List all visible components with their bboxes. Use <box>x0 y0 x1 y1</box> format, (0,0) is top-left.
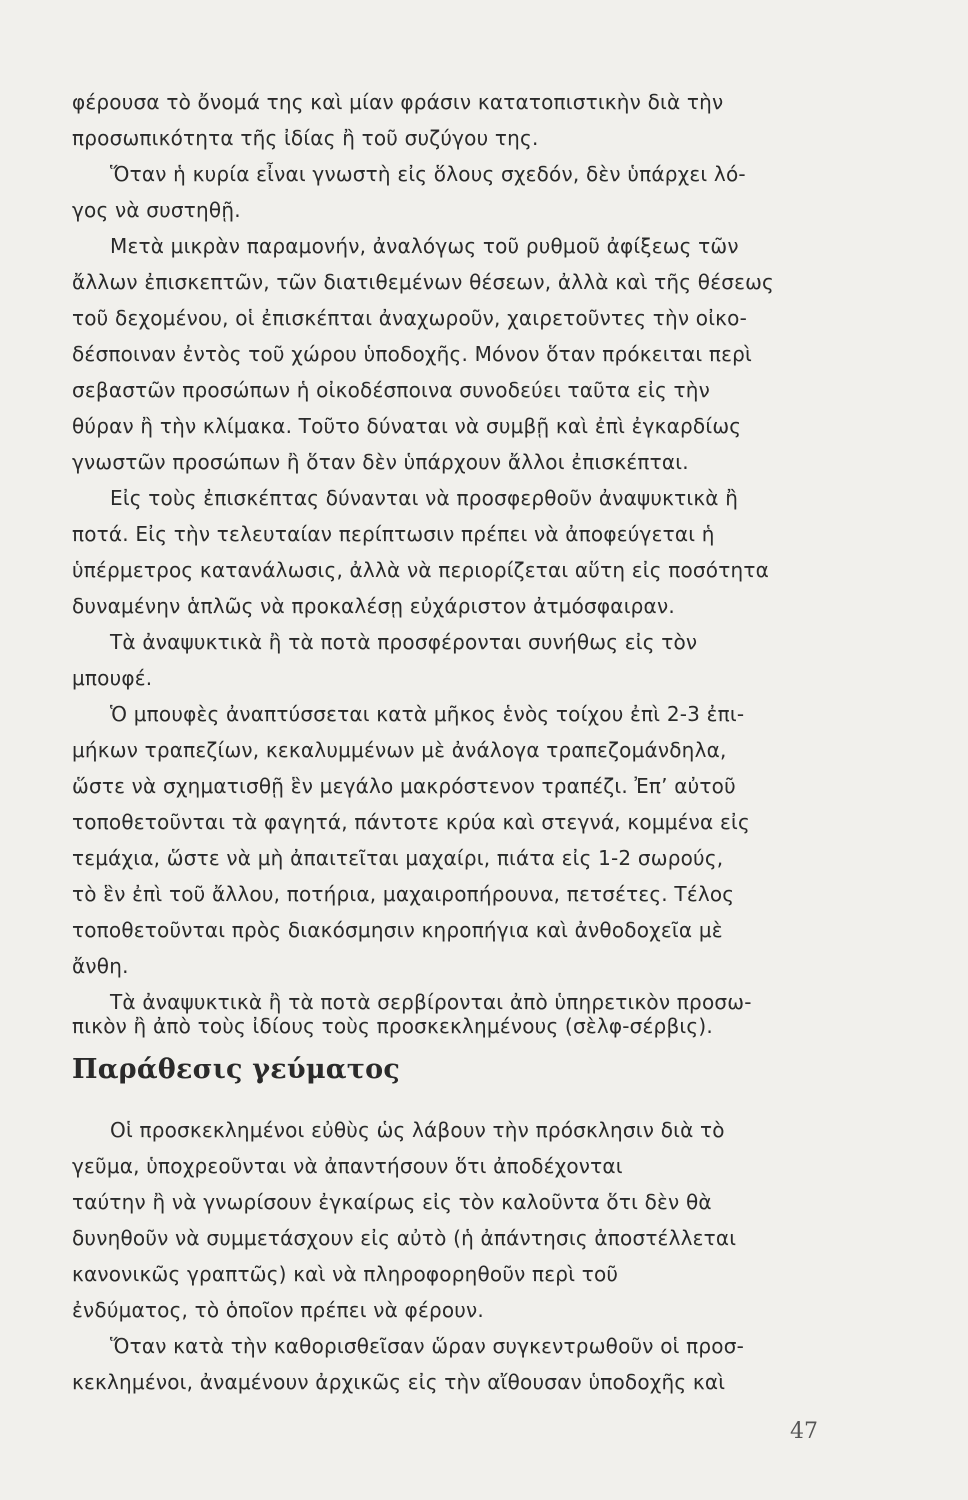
text-line: θύραν ἢ τὴν κλίμακα. Τοῦτο δύναται νὰ συμβῇ καὶ ἐπὶ ἐγκαρδίως <box>72 414 742 438</box>
text-line: ἄνθη. <box>72 954 129 978</box>
text-line: Τὰ ἀναψυκτικὰ ἢ τὰ ποτὰ σερβίρονται ἀπὸ ὑπηρετικὸν προσω- <box>110 990 752 1014</box>
text-line: Ὁ μπουφὲς ἀναπτύσσεται κατὰ μῆκος ἑνὸς τοίχου ἐπὶ 2-3 ἐπι- <box>110 702 745 726</box>
text-line: μπουφέ. <box>72 666 153 690</box>
text-line: Ὅταν κατὰ τὴν καθορισθεῖσαν ὥραν συγκεντρωθοῦν οἱ προσ- <box>110 1334 745 1358</box>
text-line: μήκων τραπεζίων, κεκαλυμμένων μὲ ἀνάλογα τραπεζομάνδηλα, <box>72 738 727 762</box>
text-line: ἐνδύματος, τὸ ὁποῖον πρέπει νὰ φέρουν. <box>72 1298 484 1322</box>
text-line: Μετὰ μικρὰν παραμονήν, ἀναλόγως τοῦ ρυθμοῦ ἀφίξεως τῶν <box>110 234 739 258</box>
text-line: τεμάχια, ὥστε νὰ μὴ ἀπαιτεῖται μαχαίρι, πιάτα εἰς 1-2 σωρούς, <box>72 846 724 870</box>
text-line: Ὅταν ἡ κυρία εἶναι γνωστὴ εἰς ὅλους σχεδόν, δὲν ὑπάρχει λό- <box>110 162 746 186</box>
text-line: γεῦμα, ὑποχρεοῦνται νὰ ἀπαντήσουν ὅτι ἀποδέχονται <box>72 1154 623 1178</box>
text-line: ὑπέρμετρος κατανάλωσις, ἀλλὰ νὰ περιορίζεται αὕτη εἰς ποσότητα <box>72 558 769 582</box>
text-line: γος νὰ συστηθῇ. <box>72 198 241 222</box>
text-line: τοποθετοῦνται πρὸς διακόσμησιν κηροπήγια καὶ ἀνθοδοχεῖα μὲ <box>72 918 723 942</box>
section-heading: Παράθεσις γεύματος <box>72 1054 400 1085</box>
text-line: φέρουσα τὸ ὄνομά της καὶ μίαν φράσιν κατατοπιστικὴν διὰ τὴν <box>72 90 724 114</box>
text-line: κανονικῶς γραπτῶς) καὶ νὰ πληροφορηθοῦν περὶ τοῦ <box>72 1262 619 1286</box>
text-line: τὸ ἓν ἐπὶ τοῦ ἄλλου, ποτήρια, μαχαιροπήρουνα, πετσέτες. Τέλος <box>72 882 735 906</box>
text-line: Τὰ ἀναψυκτικὰ ἢ τὰ ποτὰ προσφέρονται συνήθως εἰς τὸν <box>110 630 698 654</box>
text-line: Οἱ προσκεκλημένοι εὐθὺς ὡς λάβουν τὴν πρόσκλησιν διὰ τὸ <box>110 1118 725 1142</box>
text-line: δέσποιναν ἐντὸς τοῦ χώρου ὑποδοχῆς. Μόνον ὅταν πρόκειται περὶ <box>72 342 753 366</box>
text-line: δυναμένην ἁπλῶς νὰ προκαλέσῃ εὐχάριστον ἀτμόσφαιραν. <box>72 594 675 618</box>
page-number: 47 <box>790 1419 818 1444</box>
text-line: πικὸν ἢ ἀπὸ τοὺς ἰδίους τοὺς προσκεκλημένους (σὲλφ-σέρβις). <box>72 1014 713 1038</box>
text-line: τοποθετοῦνται τὰ φαγητά, πάντοτε κρύα καὶ στεγνά, κομμένα εἰς <box>72 810 750 834</box>
text-line: κεκλημένοι, ἀναμένουν ἀρχικῶς εἰς τὴν αἴθουσαν ὑποδοχῆς καὶ <box>72 1370 726 1394</box>
text-line: ἄλλων ἐπισκεπτῶν, τῶν διατιθεμένων θέσεων, ἀλλὰ καὶ τῆς θέσεως <box>72 270 774 294</box>
text-line: τοῦ δεχομένου, οἱ ἐπισκέπται ἀναχωροῦν, χαιρετοῦντες τὴν οἰκο- <box>72 306 748 330</box>
text-line: δυνηθοῦν νὰ συμμετάσχουν εἰς αὐτὸ (ἡ ἀπάντησις ἀποστέλλεται <box>72 1226 737 1250</box>
text-line: ταύτην ἢ νὰ γνωρίσουν ἐγκαίρως εἰς τὸν καλοῦντα ὅτι δὲν θὰ <box>72 1190 712 1214</box>
text-line: γνωστῶν προσώπων ἢ ὅταν δὲν ὑπάρχουν ἄλλοι ἐπισκέπται. <box>72 450 689 474</box>
text-line: ὥστε νὰ σχηματισθῇ ἓν μεγάλο μακρόστενον τραπέζι. Ἐπ’ αὐτοῦ <box>72 774 736 798</box>
text-line: προσωπικότητα τῆς ἰδίας ἢ τοῦ συζύγου της. <box>72 126 539 150</box>
text-line: σεβαστῶν προσώπων ἡ οἰκοδέσποινα συνοδεύει ταῦτα εἰς τὴν <box>72 378 711 402</box>
text-line: ποτά. Εἰς τὴν τελευταίαν περίπτωσιν πρέπει νὰ ἀποφεύγεται ἡ <box>72 522 715 546</box>
text-line: Εἰς τοὺς ἐπισκέπτας δύνανται νὰ προσφερθοῦν ἀναψυκτικὰ ἢ <box>110 486 739 510</box>
